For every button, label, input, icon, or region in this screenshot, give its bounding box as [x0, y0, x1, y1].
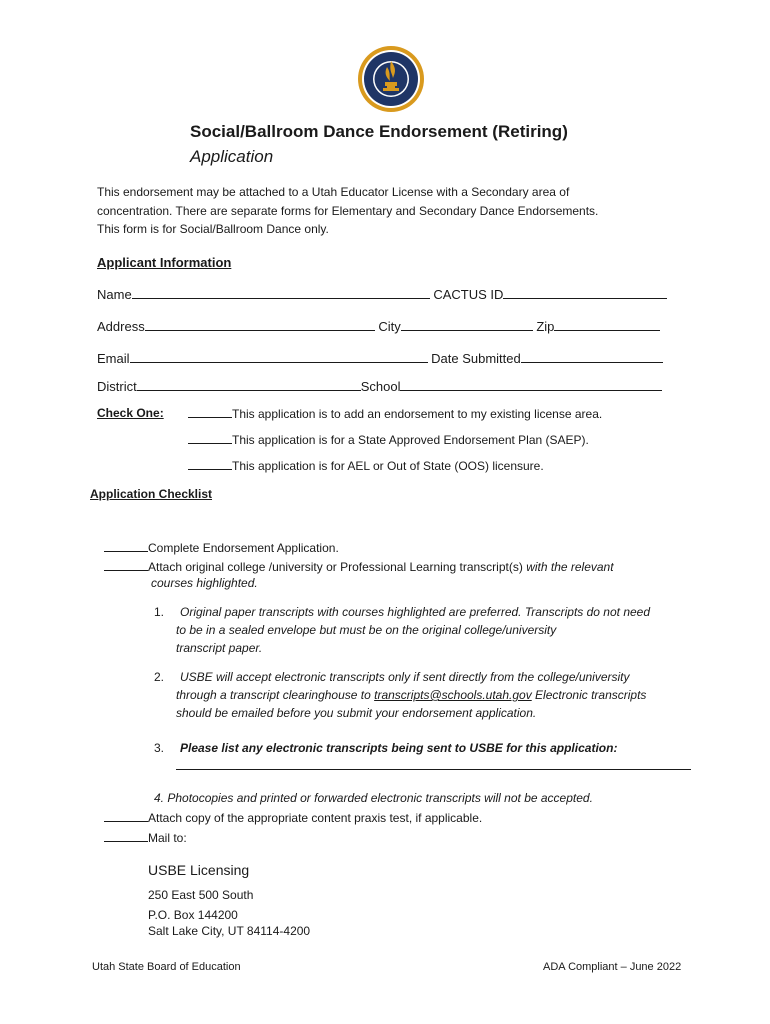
footer-compliance: ADA Compliant – June 2022 — [543, 961, 682, 973]
checklist-item-3 — [104, 810, 482, 825]
district-field[interactable] — [137, 378, 361, 391]
email-label: Email — [97, 351, 130, 366]
sub-1-line-2: to be in a sealed envelope but must be on the original college/university — [176, 623, 557, 637]
checklist-blank-2[interactable] — [104, 559, 148, 571]
checklist-item-2 — [104, 559, 614, 574]
electronic-transcripts-field[interactable] — [176, 769, 691, 770]
school-label: School — [360, 379, 401, 394]
mail-line-1: 250 East 500 South — [148, 888, 254, 902]
zip-field[interactable] — [554, 318, 660, 331]
check-blank-1[interactable] — [188, 406, 232, 418]
address-field[interactable] — [145, 318, 375, 331]
sub-2-line-2-text: through a transcript clearinghouse to — [176, 688, 375, 702]
checklist-blank-3[interactable] — [104, 810, 148, 822]
address-row — [97, 318, 660, 334]
check-option-3-text: This application is for AEL or Out of State (OOS) licensure. — [232, 459, 544, 473]
checklist-item-2-emphasis: with the relevant — [526, 560, 614, 574]
date-label: Date Submitted — [431, 351, 521, 366]
sub-2-line-2-tail: Electronic transcripts — [531, 688, 647, 702]
name-label: Name — [97, 287, 132, 302]
checklist-heading: Application Checklist — [90, 487, 213, 501]
check-option-1-text: This application is to add an endorsement to my existing license area. — [232, 407, 603, 421]
email-field[interactable] — [130, 350, 428, 363]
city-label: City — [378, 319, 401, 334]
checklist-item-1-text: Complete Endorsement Application. — [148, 541, 339, 555]
sub-4-line-1: 4. Photocopies and printed or forwarded electronic transcripts will not be accepted. — [154, 791, 593, 805]
district-label: District — [97, 379, 137, 394]
name-row — [97, 286, 667, 302]
check-option-3 — [188, 458, 544, 473]
email-row — [97, 350, 663, 366]
checklist-item-4-text: Mail to: — [148, 831, 187, 845]
check-blank-2[interactable] — [188, 432, 232, 444]
footer-org: Utah State Board of Education — [92, 961, 241, 973]
checklist-item-1 — [104, 540, 339, 555]
checklist-item-4 — [104, 830, 187, 845]
transcripts-email-link[interactable]: transcripts@schools.utah.gov — [374, 688, 532, 702]
page-subtitle: Application — [190, 147, 274, 166]
address-label: Address — [97, 319, 145, 334]
district-row — [97, 378, 662, 394]
checklist-item-2-cont: courses highlighted. — [151, 576, 258, 590]
intro-line-3: This form is for Social/Ballroom Dance only. — [97, 222, 329, 236]
sub-2-line-2 — [176, 688, 646, 702]
mail-line-3: Salt Lake City, UT 84114-4200 — [148, 924, 311, 938]
city-field[interactable] — [401, 318, 533, 331]
check-option-2 — [188, 432, 589, 447]
checklist-blank-1[interactable] — [104, 540, 148, 552]
mail-org: USBE Licensing — [148, 862, 250, 878]
sub-3-line-1: Please list any electronic transcripts being sent to USBE for this application: — [180, 741, 618, 755]
intro-line-2: concentration. There are separate forms for Elementary and Secondary Dance Endorsements. — [97, 204, 599, 218]
sub-2-line-3: should be emailed before you submit your endorsement application. — [176, 706, 537, 720]
check-option-1 — [188, 406, 602, 421]
intro-line-1: This endorsement may be attached to a Utah Educator License with a Secondary area of — [97, 185, 570, 199]
check-option-2-text: This application is for a State Approved Endorsement Plan (SAEP). — [232, 433, 589, 447]
check-blank-3[interactable] — [188, 458, 232, 470]
name-field[interactable] — [132, 286, 430, 299]
date-submitted-field[interactable] — [521, 350, 663, 363]
checklist-item-2-text: Attach original college /university or Professional Learning transcript(s) — [148, 560, 527, 574]
sub-2-line-1: USBE will accept electronic transcripts only if sent directly from the college/university — [180, 670, 630, 684]
sub-number-2: 2. — [154, 670, 165, 684]
page-title: Social/Ballroom Dance Endorsement (Retiring) — [190, 122, 568, 141]
sub-1-line-1: Original paper transcripts with courses highlighted are preferred. Transcripts do not need — [180, 605, 651, 619]
sub-1-line-3: transcript paper. — [176, 641, 263, 655]
school-field[interactable] — [400, 378, 662, 391]
applicant-heading: Applicant Information — [97, 255, 232, 270]
mail-line-2: P.O. Box 144200 — [148, 908, 238, 922]
cactus-label: CACTUS ID — [433, 287, 504, 302]
sub-number-1: 1. — [154, 605, 165, 619]
cactus-id-field[interactable] — [503, 286, 667, 299]
zip-label: Zip — [536, 319, 555, 334]
usbe-seal-logo — [357, 45, 425, 113]
checklist-blank-4[interactable] — [104, 830, 148, 842]
sub-number-3: 3. — [154, 741, 165, 755]
check-one-label: Check One: — [97, 406, 164, 420]
checklist-item-3-text: Attach copy of the appropriate content praxis test, if applicable. — [148, 811, 483, 825]
